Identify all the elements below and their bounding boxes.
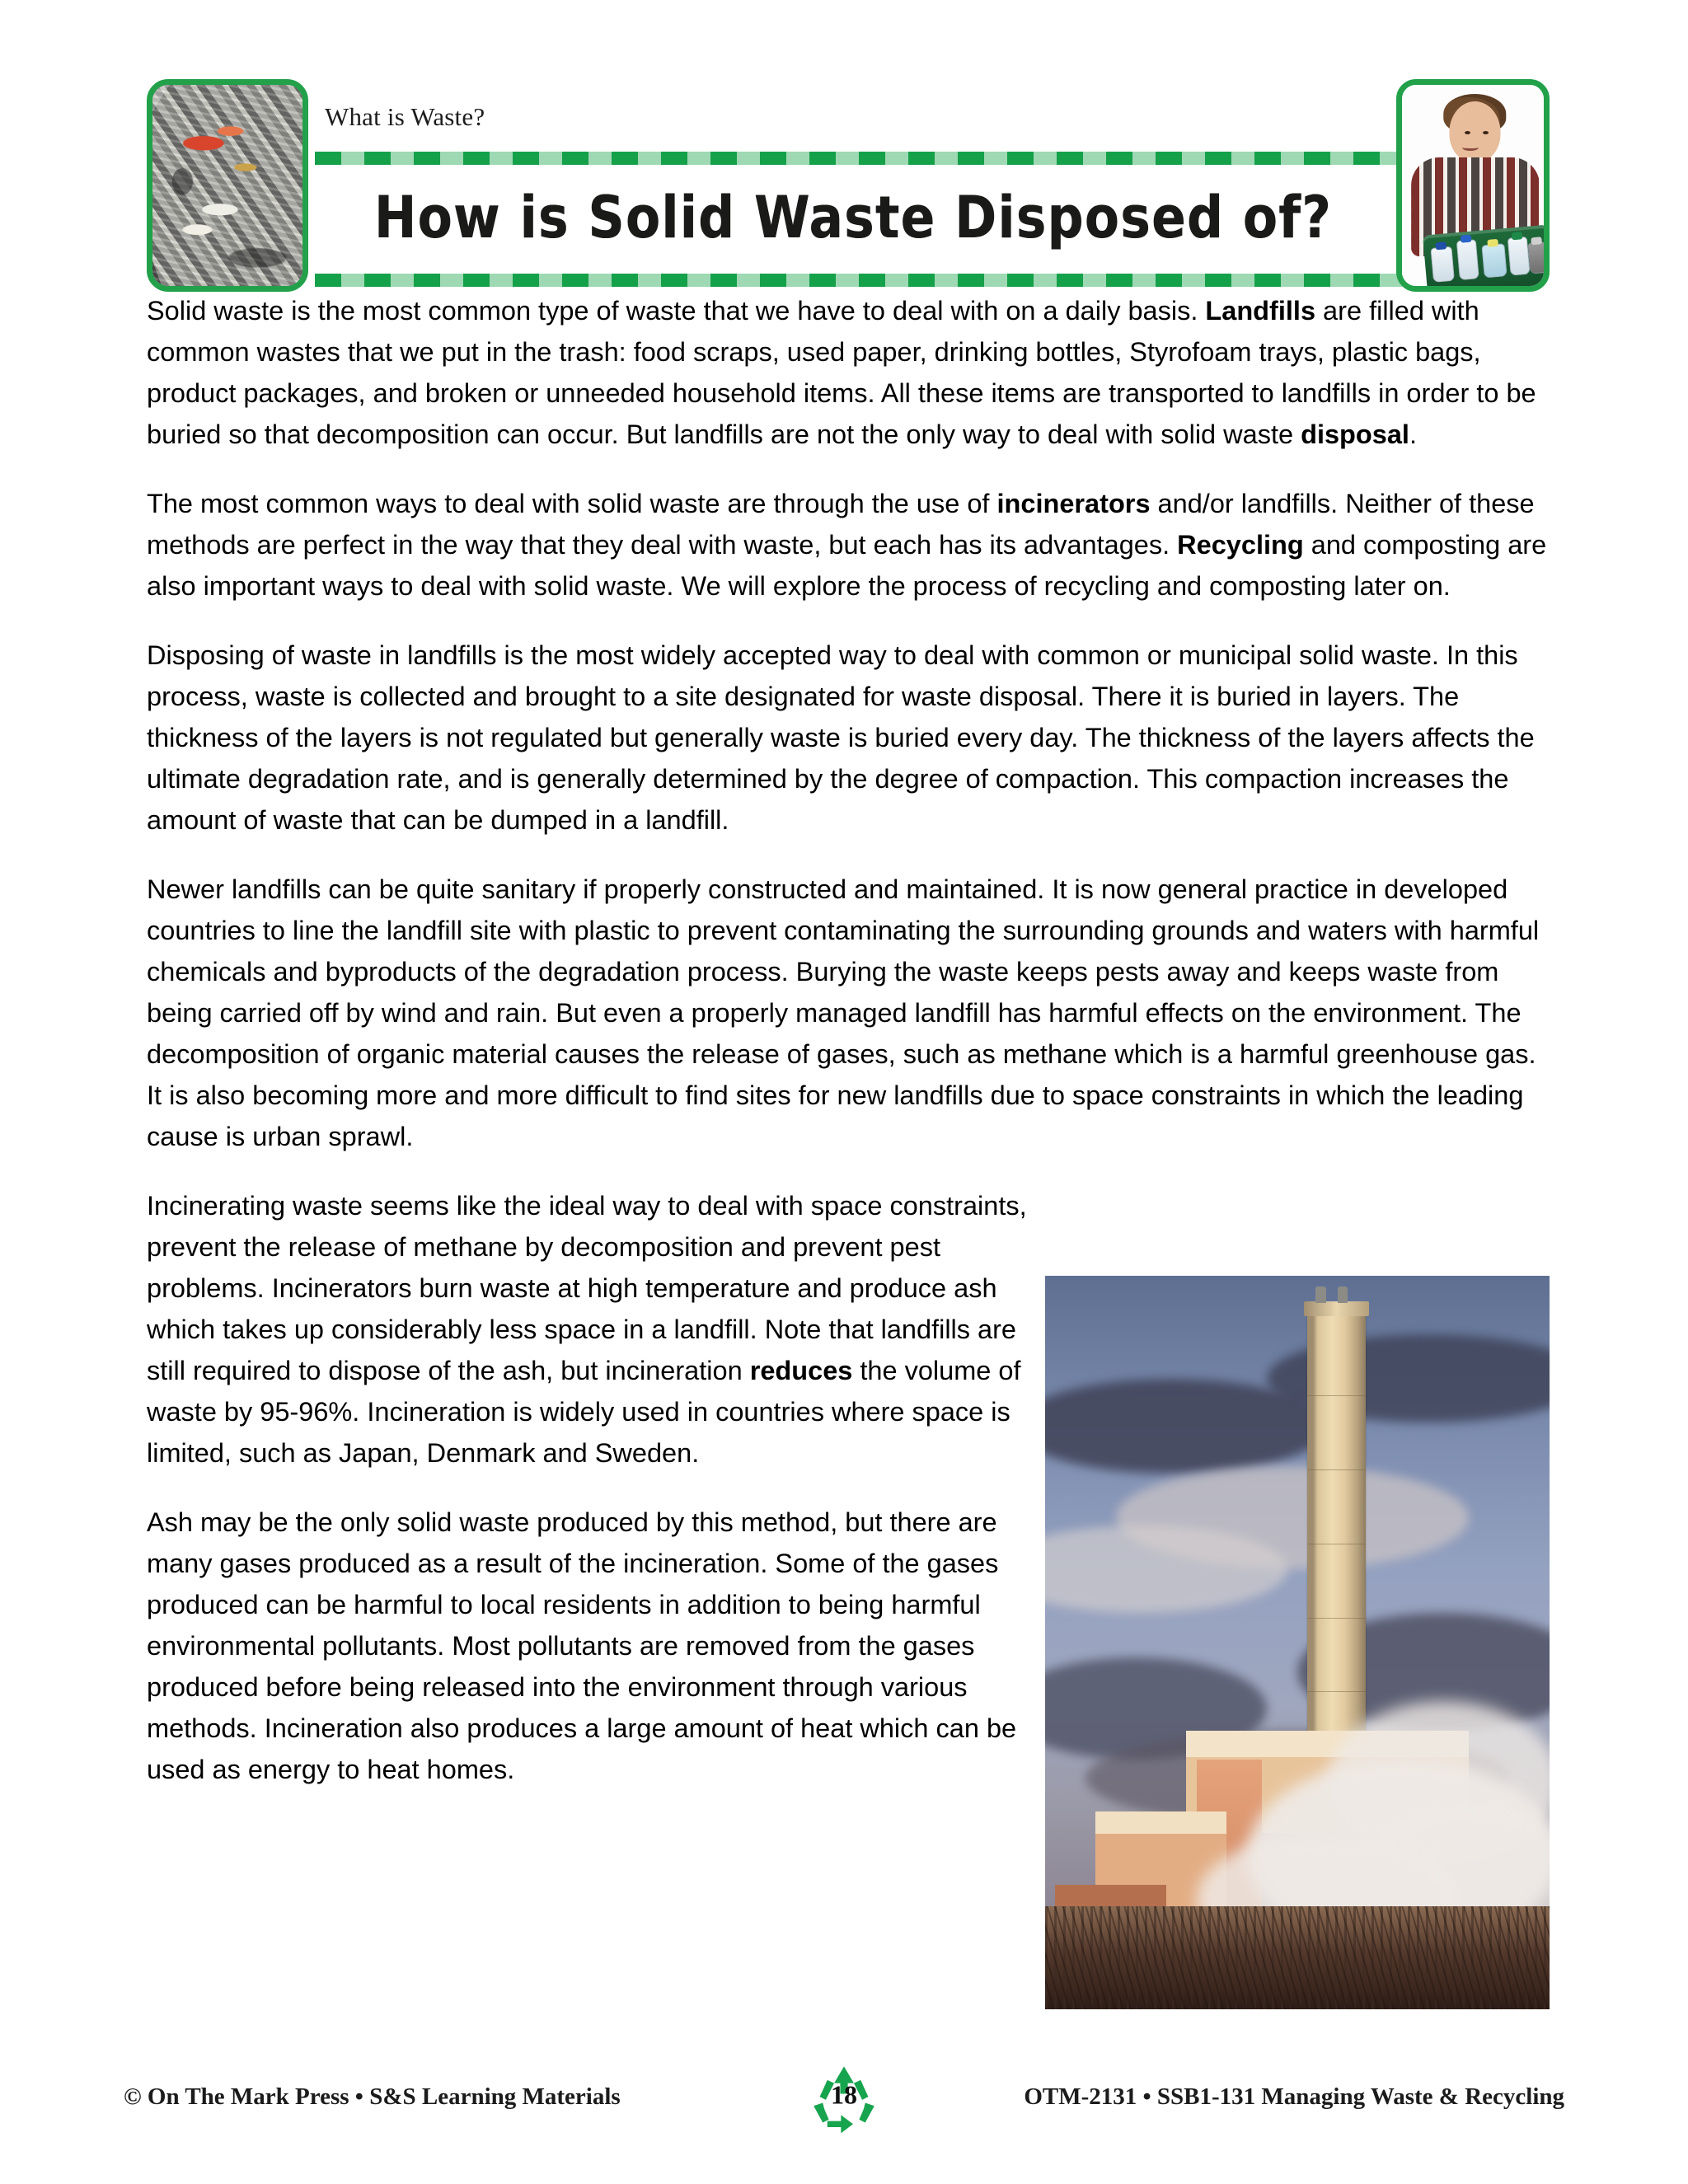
bottle [1527, 241, 1548, 274]
scrap-metal-image [152, 85, 302, 286]
stack-pipe [1338, 1286, 1348, 1303]
boy-eye-right [1483, 131, 1489, 134]
bottle [1481, 243, 1507, 278]
page-header [0, 40, 1688, 269]
header-title-block [315, 84, 1391, 288]
footer-copyright: © On The Mark Press • S&S Learning Materials [124, 2083, 621, 2110]
page-title: How is Solid Waste Disposed of? [373, 184, 1333, 251]
smokestack [1307, 1313, 1365, 1775]
paragraph-3: Disposing of waste in landfills is the most widely accepted way to deal with common or municipal solid waste. In this process, waste is collected and brought to a site designated for waste disposal. There it is buried in layers. The thickness of the layers is not regulated but generally waste is buried every day. The thickness of the layers affects the ultimate degradation rate, and is generally determined by the degree of compaction. This compaction increases the amount of waste that can be dumped in a landfill. [147, 640, 1535, 835]
tree-line [1045, 1906, 1550, 2009]
recycle-badge [799, 2060, 889, 2136]
header-rule-top [315, 152, 1403, 165]
bottle [1430, 246, 1455, 283]
bottle [1456, 239, 1479, 280]
boy-eye-left [1465, 131, 1470, 134]
scrap-metal-photo [147, 79, 308, 292]
header-rule-bottom [315, 274, 1403, 287]
page-footer [115, 2065, 1573, 2123]
recycling-bin [1423, 225, 1550, 292]
paragraph-5: Incinerating waste seems like the ideal way to deal with space constraints, prevent the release of methane by decomposition and prevent pest problems. Incinerators burn waste at high temperature and produce ash which takes up considerably less space in a landfill. Note that landfills are still required to dispose of the ash, but incineration reduces the volume of waste by 95-96%. Incineration is widely used in countries where space is limited, such as Japan, Denmark and Sweden. [147, 1191, 1027, 1468]
boy-head [1449, 101, 1500, 162]
stack-pipe [1315, 1286, 1326, 1303]
paragraph-1: Solid waste is the most common type of waste that we have to deal with on a daily basis. Landfills are filled with common wastes that we put in the trash: food scraps, used paper, drinking bottles, Styrofoam trays, plastic bags, product packages, and broken or unneeded household items. All these items are transported to landfills in order to be buried so that decomposition can occur. But landfills are not the only way to deal with solid waste disposal. [147, 296, 1536, 449]
section-kicker: What is Waste? [325, 102, 485, 131]
boy-recycling-photo [1396, 79, 1550, 292]
paragraph-6: Ash may be the only solid waste produced by this method, but there are many gases produced as a result of the incineration. Some of the gases produced can be harmful to local residents in addition to being harmful environmental pollutants. Most pollutants are removed from the gases produced before being released into the environment through various methods. Incineration also produces a large amount of heat which can be used as energy to heat homes. [147, 1507, 1017, 1784]
paragraph-4: Newer landfills can be quite sanitary if properly constructed and maintained. It is now general practice in developed countries to line the landfill site with plastic to prevent contaminating the surrounding grounds and waters with harmful chemicals and byproducts of the degradation process. Burying the waste keeps pests away and keeps waste from being carried off by wind and rain. But even a properly managed landfill has harmful effects on the environment. The decomposition of organic material causes the release of gases, such as methane which is a harmful greenhouse gas. It is also becoming more and more difficult to find sites for new landfills due to space constraints in which the leading cause is urban sprawl. [147, 874, 1540, 1151]
footer-product-code: OTM-2131 • SSB1-131 Managing Waste & Recycling [1024, 2083, 1564, 2110]
incinerator-photo [1045, 1276, 1550, 2009]
bottle [1507, 237, 1531, 276]
boy-smile [1462, 144, 1479, 151]
boy-recycling-image [1402, 85, 1544, 286]
page-number: 18 [831, 2079, 857, 2110]
paragraph-2: The most common ways to deal with solid waste are through the use of incinerators and/or landfills. Neither of these methods are perfect in the way that they deal with waste, but each has its advantages. Recycling and composting are also important ways to deal with solid waste. We will explore the process of recycling and composting later on. [147, 489, 1547, 601]
